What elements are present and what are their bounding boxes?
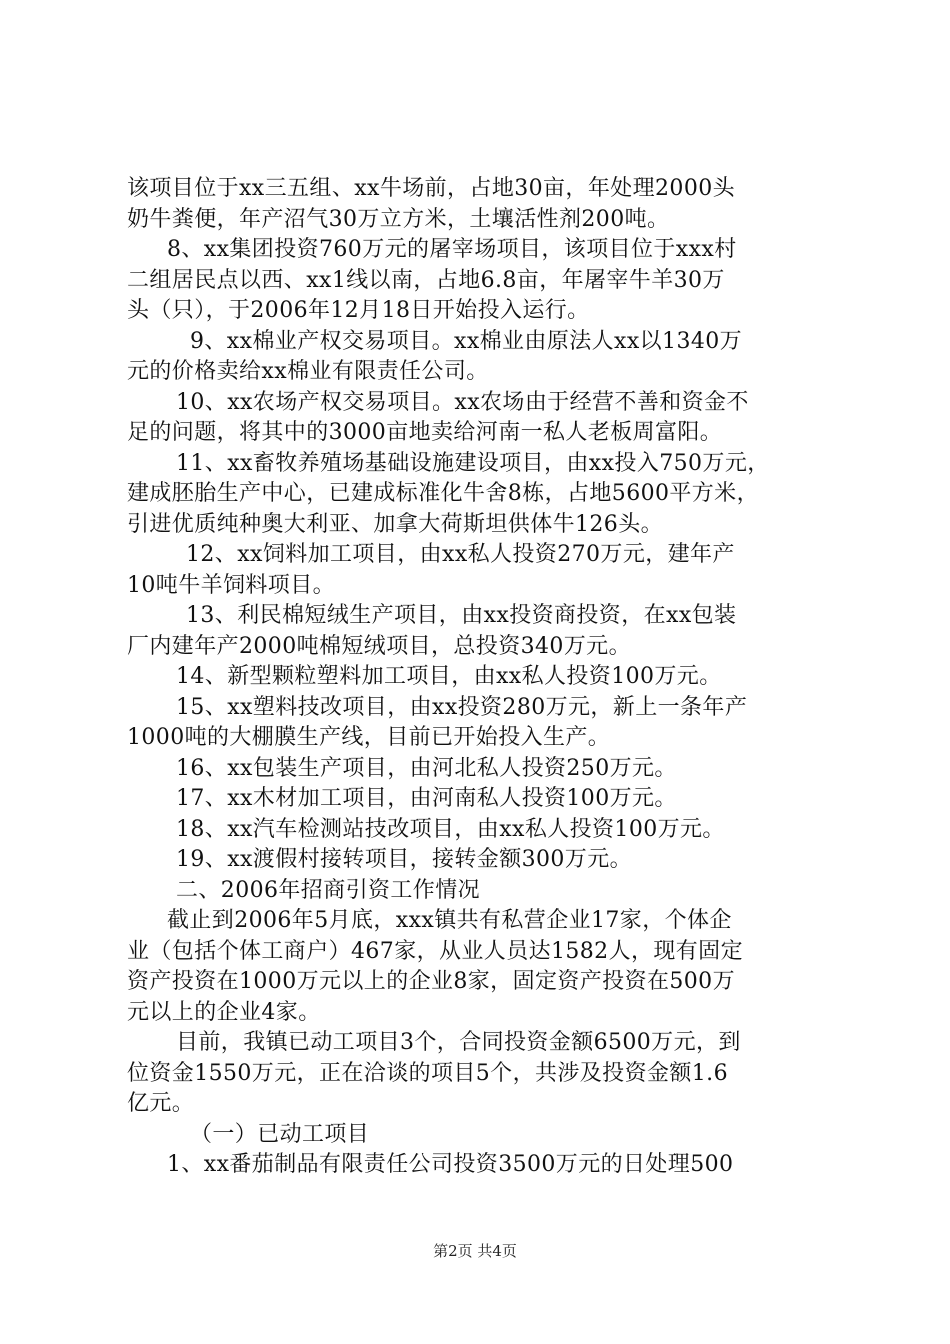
text-line: 18、xx汽车检测站技改项目，由xx私人投资100万元。: [176, 816, 725, 842]
text-line: 截止到2006年5月底，xxx镇共有私营企业17家，个体企: [167, 908, 732, 933]
text-line: 10吨牛羊饲料项目。: [127, 572, 335, 598]
text-line: 17、xx木材加工项目，由河南私人投资100万元。: [176, 786, 677, 811]
text-line: 15、xx塑料技改项目，由xx投资280万元，新上一条年产: [176, 694, 748, 720]
text-line: 建成胚胎生产中心，已建成标准化牛舍8栋，占地5600平方米，: [127, 481, 759, 506]
text-line: 该项目位于xx三五组、xx牛场前，占地30亩，年处理2000头: [127, 176, 736, 201]
text-line: 业（包括个体工商户）467家，从业人员达1582人，现有固定: [127, 938, 743, 964]
text-line: 足的问题，将其中的3000亩地卖给河南一私人老板周富阳。: [127, 420, 723, 445]
text-line: 位资金1550万元，正在洽谈的项目5个，共涉及投资金额1.6: [127, 1060, 728, 1086]
text-line: 二组居民点以西、xx1线以南，占地6.8亩，年屠宰牛羊30万: [127, 267, 725, 293]
text-line: 10、xx农场产权交易项目。xx农场由于经营不善和资金不: [176, 389, 749, 415]
text-line: 14、新型颗粒塑料加工项目，由xx私人投资100万元。: [176, 664, 722, 689]
text-line: 13、利民棉短绒生产项目，由xx投资商投资，在xx包装: [186, 603, 737, 628]
text-line: 元的价格卖给xx棉业有限责任公司。: [127, 359, 489, 384]
text-line: 8、xx集团投资760万元的屠宰场项目，该项目位于xxx村: [167, 237, 737, 262]
text-line: 引进优质纯种奥大利亚、加拿大荷斯坦供体牛126头。: [127, 511, 663, 537]
text-line: 目前，我镇已动工项目3个，合同投资金额6500万元，到: [176, 1030, 741, 1055]
text-line: 9、xx棉业产权交易项目。xx棉业由原法人xx以1340万: [190, 328, 743, 354]
text-line: 11、xx畜牧养殖场基础设施建设项目，由xx投入750万元，: [176, 450, 770, 476]
page-footer: 第2页 共4页: [433, 1242, 517, 1260]
text-line: 12、xx饲料加工项目，由xx私人投资270万元，建年产: [186, 542, 735, 567]
text-line: 1、xx番茄制品有限责任公司投资3500万元的日处理500: [167, 1152, 734, 1177]
text-line: 元以上的企业4家。: [127, 999, 321, 1025]
text-line: （一）已动工项目: [190, 1121, 370, 1147]
text-line: 奶牛粪便，年产沼气30万立方米，土壤活性剂200吨。: [127, 206, 670, 232]
text-line: 二、2006年招商引资工作情况: [176, 877, 480, 903]
text-line: 资产投资在1000万元以上的企业8家，固定资产投资在500万: [127, 969, 735, 994]
text-line: 19、xx渡假村接转项目，接转金额300万元。: [176, 847, 633, 872]
text-line: 厂内建年产2000吨棉短绒项目，总投资340万元。: [127, 633, 631, 659]
text-line: 头（只），于2006年12月18日开始投入运行。: [127, 298, 590, 323]
text-line: 1000吨的大棚膜生产线，目前已开始投入生产。: [127, 725, 611, 750]
text-line: 16、xx包装生产项目，由河北私人投资250万元。: [176, 755, 677, 781]
text-line: 亿元。: [127, 1091, 195, 1116]
